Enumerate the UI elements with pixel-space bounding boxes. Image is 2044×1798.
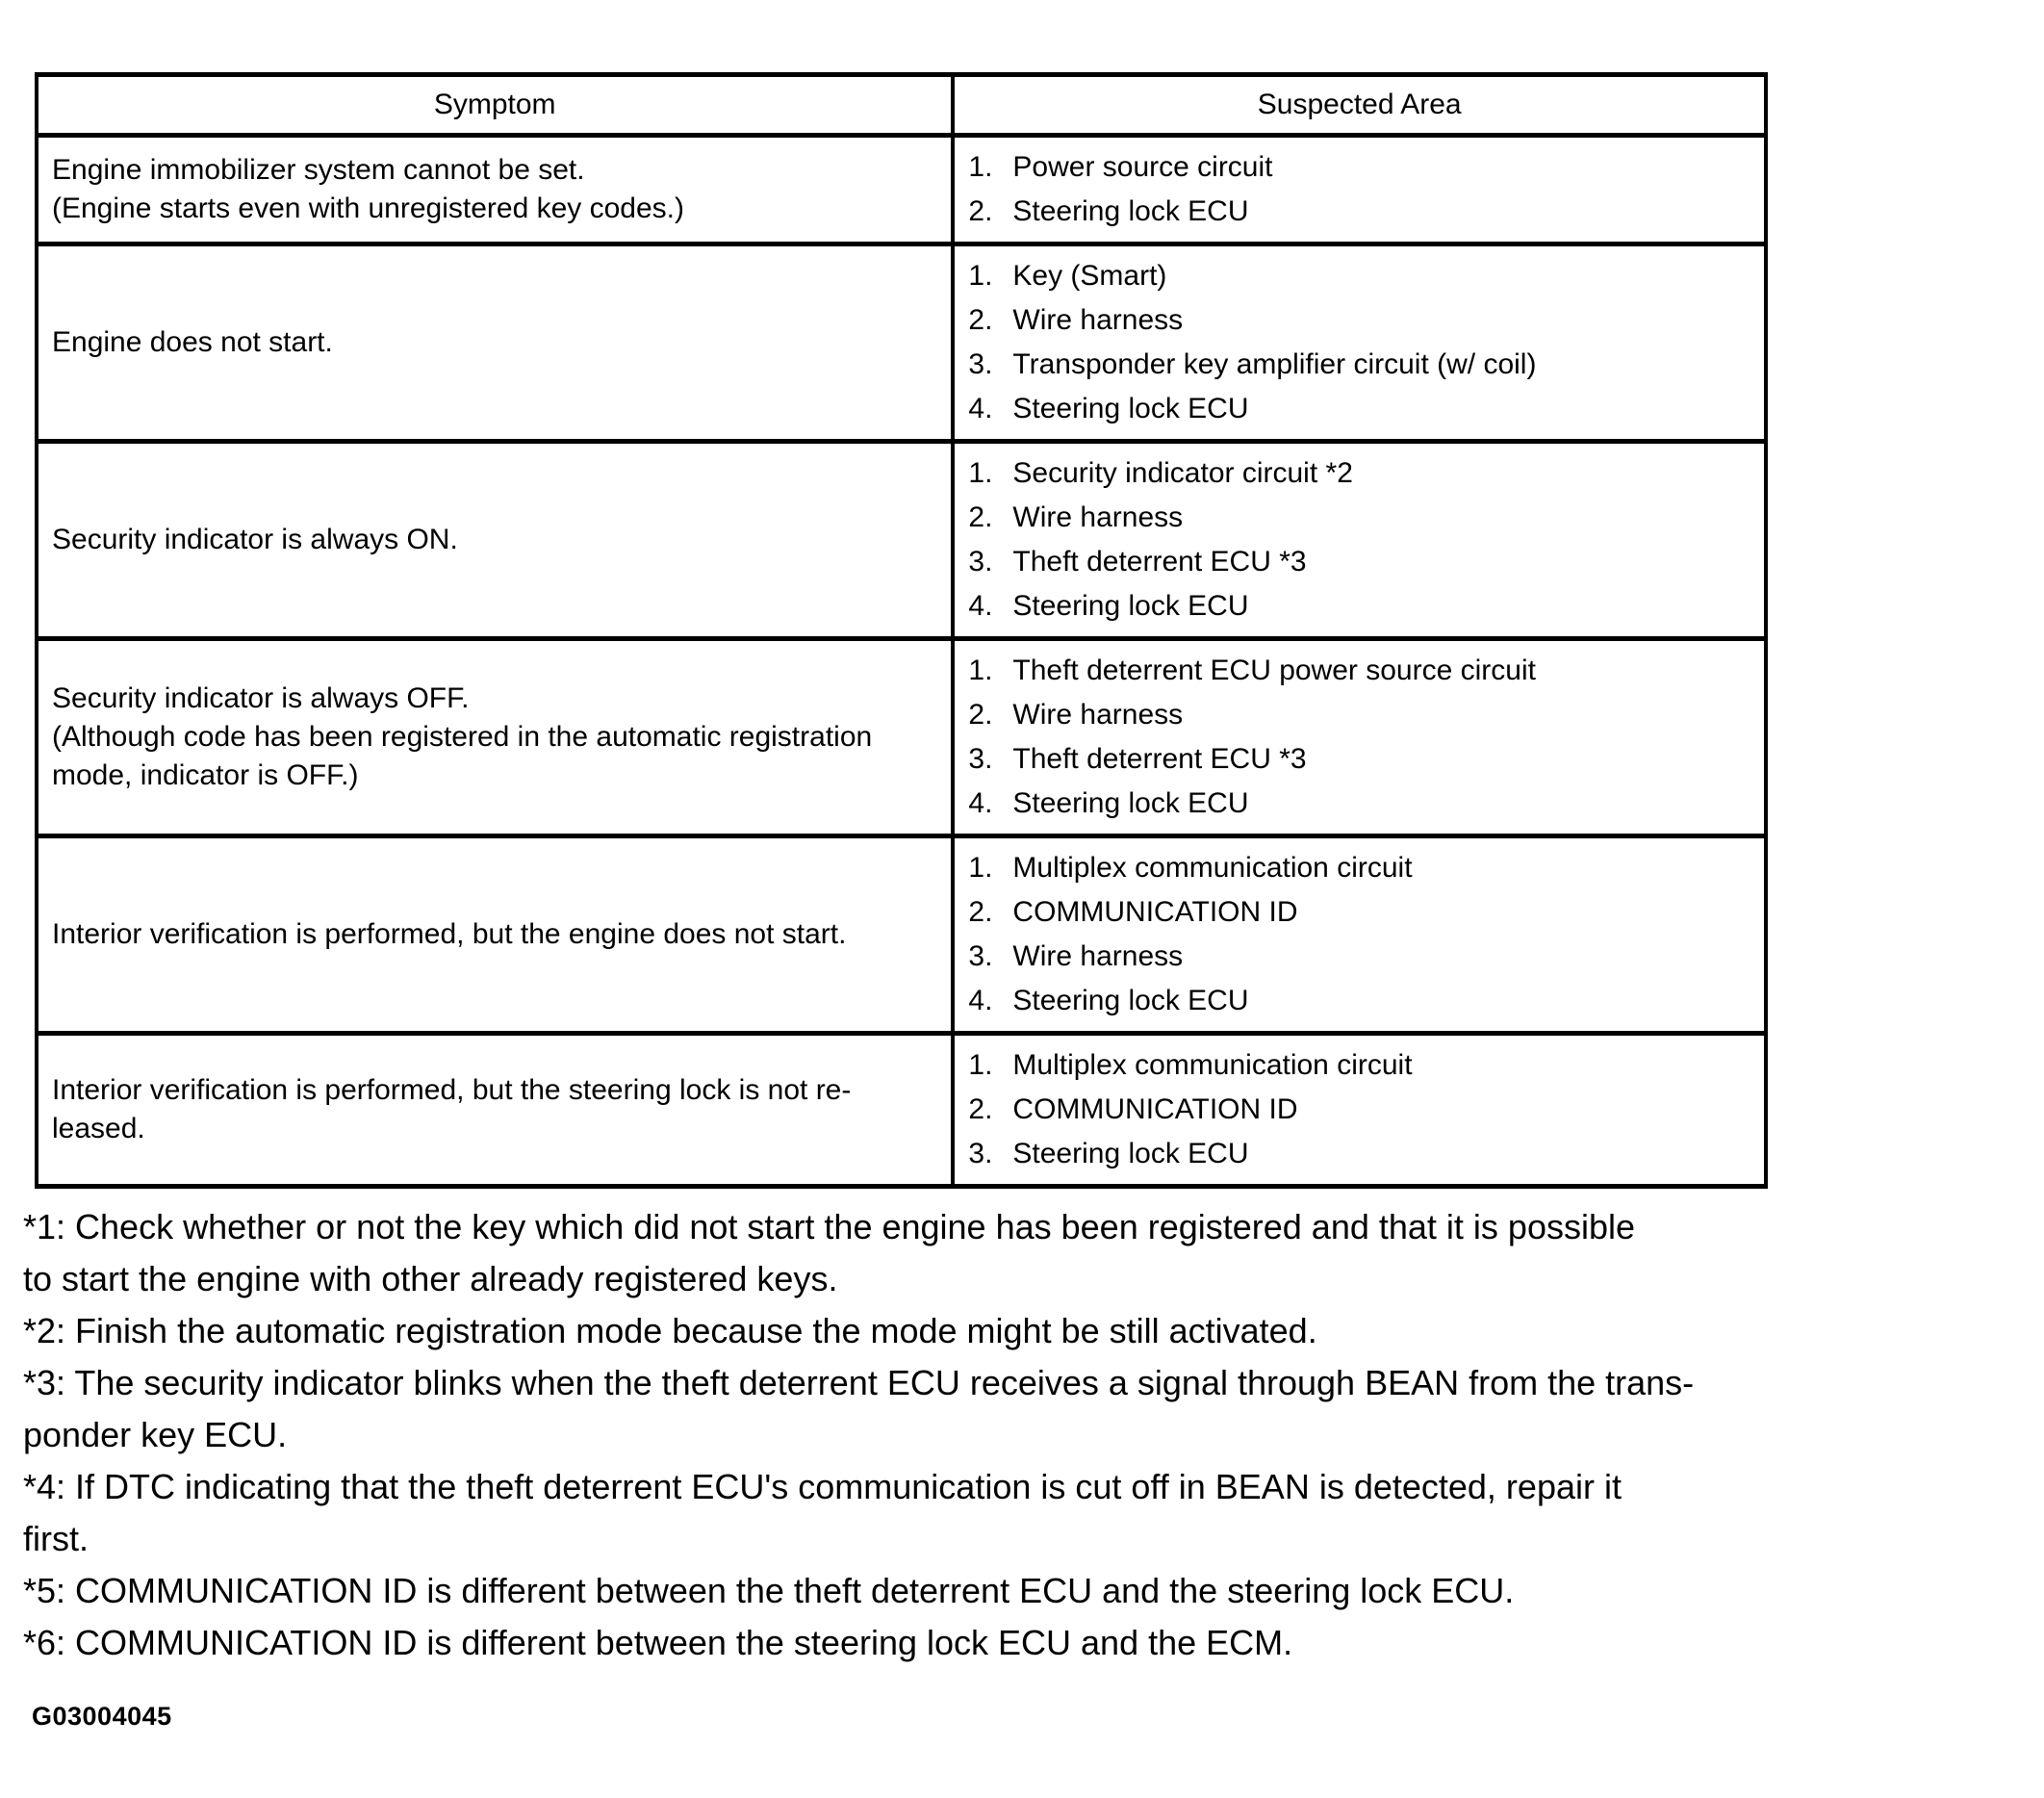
item-text: Steering lock ECU	[1012, 195, 1249, 227]
item-number: 1.	[968, 1049, 993, 1081]
footnote-text-line: *4: If DTC indicating that the theft deterrent ECU's communication is cut off in BEAN is detected, repair it	[23, 1467, 1622, 1506]
item-number: 1.	[968, 457, 993, 489]
item-number: 2.	[968, 501, 993, 533]
item-number: 4.	[968, 787, 993, 819]
item-number: 3.	[968, 348, 993, 380]
symptom-text-line: Security indicator is always ON.	[52, 524, 458, 555]
suspected-area-item	[968, 649, 1758, 693]
symptom-text-line: leased.	[52, 1113, 145, 1144]
footnote-text-line: *6: COMMUNICATION ID is different between the steering lock ECU and the ECM.	[23, 1623, 1293, 1662]
item-text: Steering lock ECU	[1012, 985, 1249, 1016]
symptom-column-header: Symptom	[37, 75, 953, 136]
suspected-area-item	[968, 1043, 1758, 1088]
suspected-area-item	[968, 737, 1758, 782]
table-row	[37, 836, 1766, 1034]
suspected-area-item	[968, 298, 1758, 343]
table-header	[37, 75, 1766, 136]
item-text: COMMUNICATION ID	[1012, 1093, 1298, 1125]
symptom-text-line: mode, indicator is OFF.)	[52, 759, 359, 791]
item-number: 2.	[968, 304, 993, 336]
item-text: Wire harness	[1012, 699, 1184, 731]
symptom-text-line: (Although code has been registered in the automatic registration	[52, 721, 873, 753]
footnote-text-line: ponder key ECU.	[23, 1415, 288, 1454]
suspected-area-item	[968, 1132, 1758, 1176]
item-number: 1.	[968, 151, 993, 183]
suspected-area-item	[968, 451, 1758, 496]
table-row	[37, 136, 1766, 244]
item-number: 3.	[968, 546, 993, 578]
suspected-area-item	[968, 254, 1758, 298]
symptom-cell	[37, 1034, 953, 1187]
suspected-area-item	[968, 846, 1758, 890]
symptom-text-line: Interior verification is performed, but the engine does not start.	[52, 918, 847, 950]
item-text: Theft deterrent ECU *3	[1012, 546, 1307, 578]
suspected-area-cell	[953, 639, 1766, 836]
item-text: Security indicator circuit *2	[1012, 457, 1353, 489]
item-number: 1.	[968, 655, 993, 686]
item-number: 2.	[968, 1093, 993, 1125]
symptom-cell	[37, 836, 953, 1034]
footnote	[23, 1201, 2029, 1305]
footnote-text-line: *1: Check whether or not the key which did not start the engine has been registered and that it is possible	[23, 1207, 1636, 1246]
item-text: Steering lock ECU	[1012, 1138, 1249, 1169]
item-text: Wire harness	[1012, 304, 1184, 336]
item-text: Wire harness	[1012, 501, 1184, 533]
suspected-area-item	[968, 387, 1758, 431]
footnote-text-line: *3: The security indicator blinks when the theft deterrent ECU receives a signal through BEAN from the trans-	[23, 1363, 1695, 1402]
item-number: 2.	[968, 896, 993, 928]
item-text: Power source circuit	[1012, 151, 1273, 183]
symptom-text-line: Interior verification is performed, but the steering lock is not re-	[52, 1074, 852, 1106]
symptom-cell	[37, 244, 953, 442]
item-text: COMMUNICATION ID	[1012, 896, 1298, 928]
suspected-area-item	[968, 343, 1758, 387]
item-number: 1.	[968, 260, 993, 292]
item-number: 4.	[968, 985, 993, 1016]
symptom-cell	[37, 639, 953, 836]
symptom-text-line: Security indicator is always OFF.	[52, 682, 470, 714]
table-header-row	[37, 75, 1766, 136]
suspected-area-column-header: Suspected Area	[953, 75, 1766, 136]
symptom-text-line: Engine immobilizer system cannot be set.	[52, 154, 585, 186]
suspected-area-cell	[953, 836, 1766, 1034]
item-number: 2.	[968, 195, 993, 227]
item-text: Theft deterrent ECU *3	[1012, 743, 1307, 775]
footnote-text-line: to start the engine with other already registered keys.	[23, 1259, 838, 1298]
item-number: 2.	[968, 699, 993, 731]
table-row	[37, 244, 1766, 442]
symptom-text-line: Engine does not start.	[52, 326, 333, 358]
suspected-area-item	[968, 890, 1758, 935]
suspected-area-item	[968, 1088, 1758, 1132]
item-text: Steering lock ECU	[1012, 590, 1249, 622]
item-number: 3.	[968, 1138, 993, 1169]
suspected-area-item	[968, 190, 1758, 234]
item-text: Steering lock ECU	[1012, 787, 1249, 819]
footnote	[23, 1617, 2029, 1669]
symptom-suspected-area-table	[35, 72, 1768, 1189]
table-row	[37, 639, 1766, 836]
item-number: 3.	[968, 940, 993, 972]
item-number: 4.	[968, 393, 993, 424]
footnote-text-line: *5: COMMUNICATION ID is different between the theft deterrent ECU and the steering lock ECU.	[23, 1571, 1515, 1610]
item-text: Key (Smart)	[1012, 260, 1167, 292]
item-text: Steering lock ECU	[1012, 393, 1249, 424]
suspected-area-item	[968, 979, 1758, 1023]
footnote	[23, 1305, 2029, 1357]
symptom-cell	[37, 136, 953, 244]
item-number: 3.	[968, 743, 993, 775]
suspected-area-item	[968, 584, 1758, 629]
suspected-area-cell	[953, 442, 1766, 639]
table-row	[37, 442, 1766, 639]
item-number: 4.	[968, 590, 993, 622]
suspected-area-item	[968, 782, 1758, 826]
suspected-area-item	[968, 540, 1758, 584]
suspected-area-cell	[953, 1034, 1766, 1187]
footnote	[23, 1357, 2029, 1461]
item-text: Transponder key amplifier circuit (w/ coil)	[1012, 348, 1537, 380]
footnote	[23, 1461, 2029, 1565]
suspected-area-item	[968, 145, 1758, 190]
suspected-area-item	[968, 496, 1758, 540]
footnote-text-line: *2: Finish the automatic registration mode because the mode might be still activated.	[23, 1311, 1317, 1350]
table-row	[37, 1034, 1766, 1187]
footnote	[23, 1565, 2029, 1617]
suspected-area-item	[968, 693, 1758, 737]
suspected-area-cell	[953, 136, 1766, 244]
figure-id: G03004045	[32, 1702, 172, 1731]
suspected-area-cell	[953, 244, 1766, 442]
footnote-text-line: first.	[23, 1519, 89, 1558]
item-text: Theft deterrent ECU power source circuit	[1012, 655, 1536, 686]
footnotes	[23, 1201, 2029, 1669]
suspected-area-item	[968, 935, 1758, 979]
item-text: Wire harness	[1012, 940, 1184, 972]
item-text: Multiplex communication circuit	[1012, 852, 1413, 884]
item-number: 1.	[968, 852, 993, 884]
symptom-table-body	[37, 136, 1766, 1187]
symptom-text-line: (Engine starts even with unregistered key codes.)	[52, 193, 684, 224]
symptom-cell	[37, 442, 953, 639]
item-text: Multiplex communication circuit	[1012, 1049, 1413, 1081]
